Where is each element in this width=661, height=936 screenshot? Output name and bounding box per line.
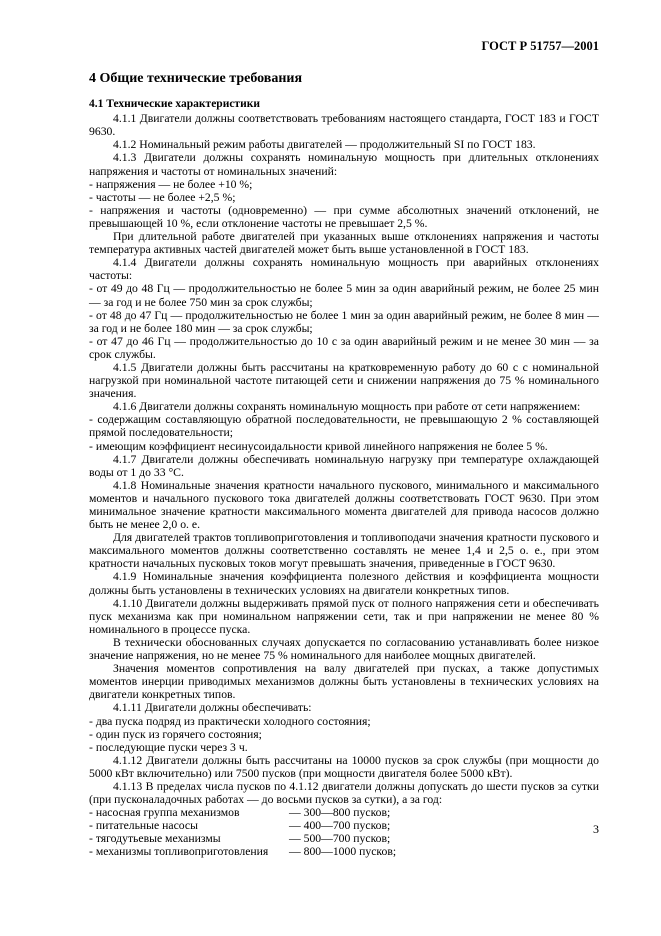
mechanism-name: - питательные насосы [89, 819, 198, 833]
paragraph: 4.1.8 Номинальные значения кратности начального пускового, минимального и максимального моментов и начального пускового тока двигателей должны соответствовать ГОСТ 9630. При этом минимальное значение кратности максимального момента двигателей для привода насосов должно быть не менее 2,0 о. е. [89, 478, 599, 532]
table-row [89, 832, 396, 845]
paragraph: 4.1.5 Двигатели должны быть рассчитаны на кратковременную работу до 60 с с номинальной нагрузкой при номинальной частоте питающей сети и снижении напряжения до 75 % номинального значения. [89, 360, 599, 401]
paragraph: 4.1.7 Двигатели должны обеспечивать номинальную нагрузку при температуре охлаждающей воды от 1 до 33 °С. [89, 452, 599, 479]
paragraph: 4.1.12 Двигатели должны быть рассчитаны на 10000 пусков за срок службы (при мощности до 5000 кВт включительно) или 7500 пусков (при мощности двигателя более 5000 кВт). [89, 753, 599, 780]
starts-count: — 400—700 пусков; [289, 819, 391, 833]
list-item: - напряжения и частоты (одновременно) — при сумме абсолютных значений отклонений, не превышающей 10 %, если отклонение частоты не превышает 2,5 %. [89, 203, 599, 230]
document-header: ГОСТ Р 51757—2001 [481, 39, 599, 53]
paragraph: 4.1.9 Номинальные значения коэффициента полезного действия и коэффициента мощности должны быть установлены в технических условиях на двигатели конкретных типов. [89, 570, 599, 597]
paragraph: 4.1.3 Двигатели должны сохранять номинальную мощность при длительных отклонениях напряжения и частоты от номинальных значений: [89, 151, 599, 178]
paragraph: 4.1.10 Двигатели должны выдерживать прямой пуск от полного напряжения сети и обеспечивать пуск механизма как при номинальном напряжении сети, так и при напряжении не менее 80 % номинального в процессе пуска. [89, 596, 599, 636]
list-item: - от 49 до 48 Гц — продолжительностью не более 5 мин за один аварийный режим, не более 25 мин — за год и не более 750 мин за срок службы; [89, 282, 599, 309]
paragraph: В технически обоснованных случаях допускается по согласованию устанавливать более низкое значение напряжения, но не менее 75 % номинального для наиболее мощных двигателей. [89, 635, 599, 663]
list-item: - от 48 до 47 Гц — продолжительностью не более 1 мин за один аварийный режим, не более 8 мин — за год и не более 180 мин — за срок службы; [89, 308, 599, 335]
paragraph: 4.1.13 В пределах числа пусков по 4.1.12 двигатели должны допускать до шести пусков за сутки (при пусконаладочных работах — до восьми пусков за сутки), а за год: [89, 779, 599, 807]
list-item: - напряжения — не более +10 %; [89, 177, 253, 191]
table-row [89, 845, 396, 858]
paragraph: 4.1.4 Двигатели должны сохранять номинальную мощность при аварийных отклонениях частоты: [89, 256, 599, 283]
paragraph: 4.1.11 Двигатели должны обеспечивать: [113, 701, 312, 715]
list-item: - один пуск из горячего состояния; [89, 727, 262, 741]
paragraph: 4.1.1 Двигатели должны соответствовать требованиям настоящего стандарта, ГОСТ 183 и ГОСТ 9630. [89, 112, 599, 139]
list-item: - два пуска подряд из практически холодного состояния; [89, 714, 371, 728]
list-item: - последующие пуски через 3 ч. [89, 740, 248, 754]
table-row [89, 806, 396, 819]
starts-count: — 800—1000 пусков; [289, 845, 397, 859]
mechanism-name: - механизмы топливоприготовления [89, 845, 269, 859]
subsection-title: 4.1 Технические характеристики [89, 98, 260, 111]
paragraph-list [89, 112, 599, 806]
section-title: 4 Общие технические требования [89, 71, 303, 86]
paragraph: 4.1.6 Двигатели должны сохранять номинальную мощность при работе от сети напряжением: [113, 400, 581, 414]
paragraph: 4.1.2 Номинальный режим работы двигателей — продолжительный SI по ГОСТ 183. [113, 138, 536, 152]
starts-count: — 500—700 пусков; [289, 832, 391, 846]
mechanism-name: - тягодутьевые механизмы [89, 832, 221, 846]
paragraph: При длительной работе двигателей при указанных выше отклонениях напряжения и частоты температура активных частей двигателей может быть выше установленной в ГОСТ 183. [89, 230, 599, 257]
paragraph: Значения моментов сопротивления на валу двигателей при пусках, а также допустимых моментов инерции приводимых механизмов должны быть установлены в технических условиях на двигатели конкретных типов. [89, 662, 599, 702]
table-row [89, 819, 396, 832]
paragraph: Для двигателей трактов топливоприготовления и топливоподачи значения кратности пускового и максимального моментов должны соответственно составлять не менее 1,4 и 2,5 о. е., при этом кратности начальных пусковых токов могут превышать значения, приведенные в ГОСТ 9630. [89, 531, 599, 571]
starts-per-year-table [89, 806, 396, 858]
list-item: - содержащим составляющую обратной последовательности, не превышающую 2 % составляющей прямой последовательности; [89, 413, 599, 440]
mechanism-name: - насосная группа механизмов [89, 806, 240, 820]
starts-count: — 300—800 пусков; [289, 806, 391, 820]
list-item: - имеющим коэффициент несинусоидальности кривой линейного напряжения не более 5 %. [89, 439, 548, 453]
list-item: - от 47 до 46 Гц — продолжительностью до 10 с за один аварийный режим и не менее 30 мин — за срок службы. [89, 334, 599, 361]
list-item: - частоты — не более +2,5 %; [89, 190, 236, 204]
page-number: 3 [593, 822, 599, 836]
document-body [89, 66, 599, 859]
